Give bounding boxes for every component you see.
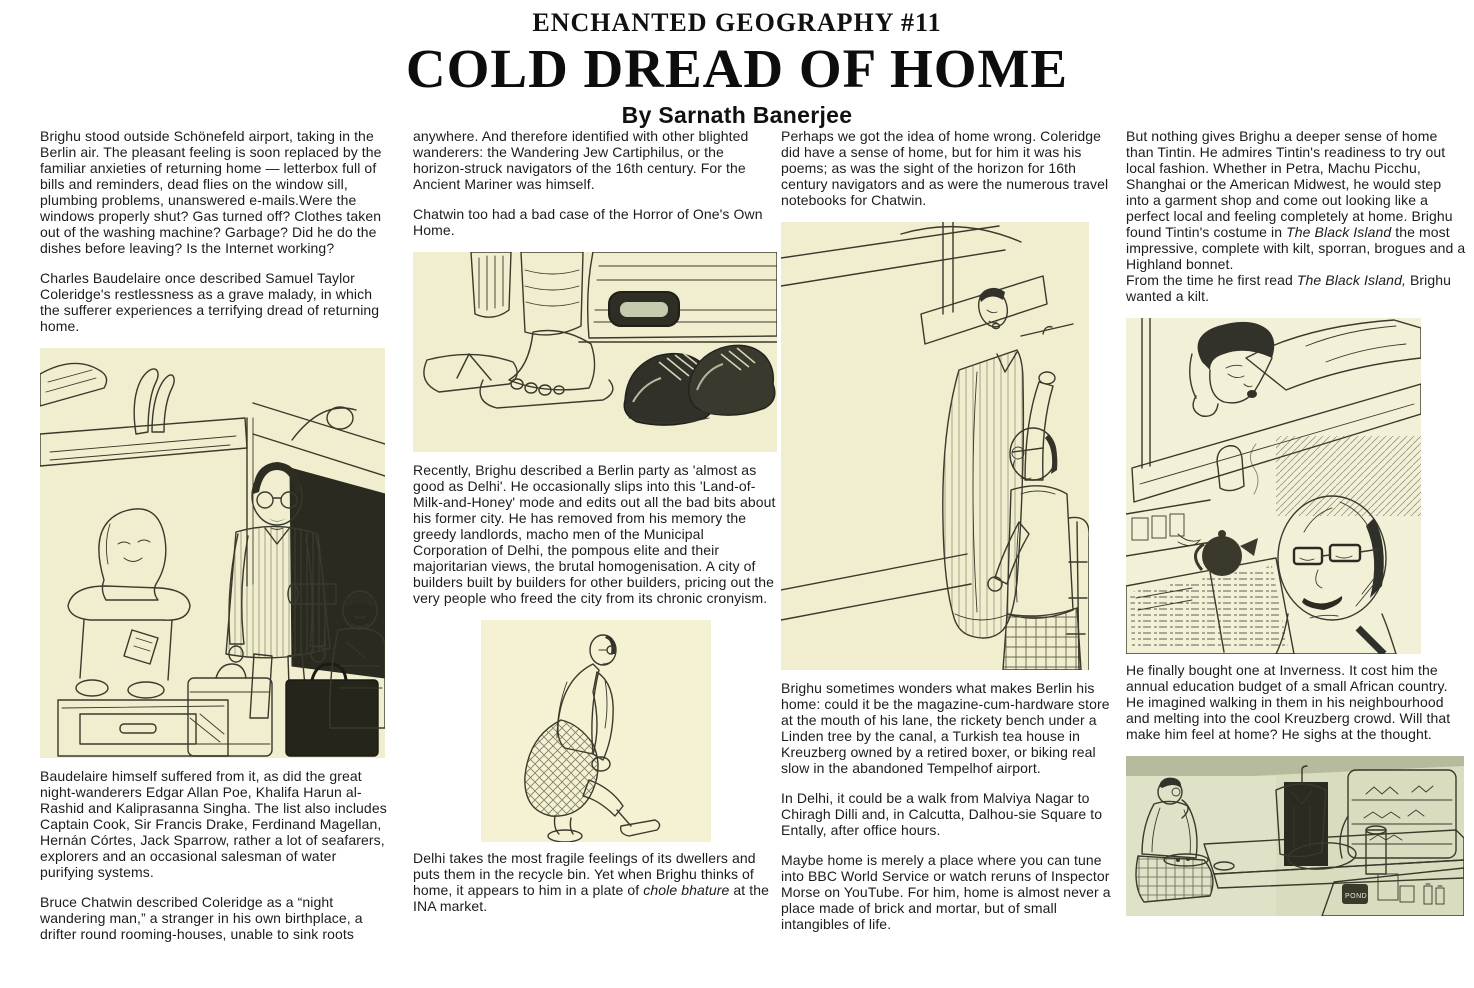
byline: By Sarnath Banerjee <box>621 102 853 128</box>
column-4 <box>1126 128 1467 988</box>
paragraph: In Delhi, it could be a walk from Malviya Nagar to Chiragh Dilli and, in Calcutta, Dalhou-sie Square to Entally, after office hours. <box>781 790 1103 838</box>
paragraph: Baudelaire himself suffered from it, as did the great night-wanderers Edgar Allan Poe, Khalifa Harun al-Rashid and Kaliprasanna Singha. The list also includes Captain Cook, Sir Francis Drake, Ferdinand Magellan, Hernán Córtes, Jack Sparrow, rather a lot of seafarers, explorers and an occasional salesman of water purifying systems. <box>40 768 387 880</box>
paragraph: Recently, Brighu described a Berlin party as 'almost as good as Delhi'. He occasionally slips into this 'Land-of-Milk-and-Honey' mode and edits out all the bad bits about his former city. He has removed from his memory the greedy landlords, macho men of the Municipal Corporation of Delhi, the pompous elite and their majoritarian views, the brutal homogenisation. A city of builders built by builders for other builders, pricing out the very people who freed the city from its chronic cronyism. <box>413 462 776 606</box>
illustration-man-in-plaid-lungi <box>481 620 711 842</box>
masthead <box>0 0 1474 129</box>
paragraph: anywhere. And therefore identified with other blighted wanderers: the Wandering Jew Cartiphilus, or the horizon-struck navigators of the 16th century. For the Ancient Mariner was himself. <box>413 128 749 192</box>
paragraph: Bruce Chatwin described Coleridge as a “night wandering man,” a stranger in his own birthplace, a drifter round rooming-houses, unable to sink roots <box>40 894 363 942</box>
jar-label: POND <box>1345 893 1368 900</box>
paragraph: Chatwin too had a bad case of the Horror of One's Own Home. <box>413 206 763 238</box>
paragraph: Maybe home is merely a place where you can tune into BBC World Service or watch reruns of Inspector Morse on YouTube. For him, home is almost never a place made of brick and mortar, but of small intangibles of life. <box>781 852 1111 932</box>
illustration-train-compartment <box>40 348 385 758</box>
column-3 <box>781 128 1121 988</box>
series-kicker: ENCHANTED GEOGRAPHY #11 <box>532 8 942 37</box>
column-2 <box>413 128 778 988</box>
paragraph: But nothing gives Brighu a deeper sense of home than Tintin. He admires Tintin's readiness to try out local fashion. Whether in Petra, Machu Picchu, Shanghai or the American Midwest, he would step into a garment shop and come out looking like a perfect local and feeling completely at home. Brighu found Tintin's costume in The Black Island the most impressive, complete with kilt, sporran, brogues and a Highland bonnet. From the time he first read The Black Island, Brighu wanted a kilt. <box>1126 128 1466 304</box>
paragraph: Delhi takes the most fragile feelings of its dwellers and puts them in the recycle bin. Yet when Brighu thinks of home, it appears to him in a plate of chole bhature at the INA market. <box>413 850 770 914</box>
page-title: COLD DREAD OF HOME <box>405 38 1069 99</box>
paragraph: Brighu stood outside Schönefeld airport, taking in the Berlin air. The pleasant feeling is soon replaced by the familiar anxieties of returning home — letterbox full of bills and reminders, dead flies on the window sill, plumbing problems, unanswered e-mails.Were the windows properly shut? Gas turned off? Clothes taken out of the washing machine? Garbage? Did he do the dishes before leaving? Is the Internet working? <box>40 128 382 256</box>
illustration-bunk-and-newspaper <box>1126 318 1421 654</box>
paragraph: Charles Baudelaire once described Samuel Taylor Coleridge's restlessness as a grave malady, in which the sufferer experiences a terrifying dread of returning home. <box>40 270 380 334</box>
illustration-compartment-room <box>1126 756 1464 916</box>
illustration-hanging-shirt <box>781 222 1089 670</box>
column-1 <box>40 128 392 988</box>
paragraph: Perhaps we got the idea of home wrong. Coleridge did have a sense of home, but for him it was his poems; as was the sight of the horizon for 16th century navigators and as were the numerous travel notebooks for Chatwin. <box>781 128 1109 208</box>
paragraph: He finally bought one at Inverness. It cost him the annual education budget of a small African country. He imagined walking in them in his neighbourhood and melting into the cool Kreuzberg crowd. Will that make him feel at home? He sighs at the thought. <box>1126 662 1451 742</box>
paragraph: Brighu sometimes wonders what makes Berlin his home: could it be the magazine-cum-hardware store at the mouth of his lane, the rickety bench under a Linden tree by the canal, a Turkish tea house in Kreuzberg owned by a retired boxer, or biking real slow in the abandoned Tempelhof airport. <box>781 680 1110 776</box>
illustration-sandals-and-shoes <box>413 252 777 452</box>
